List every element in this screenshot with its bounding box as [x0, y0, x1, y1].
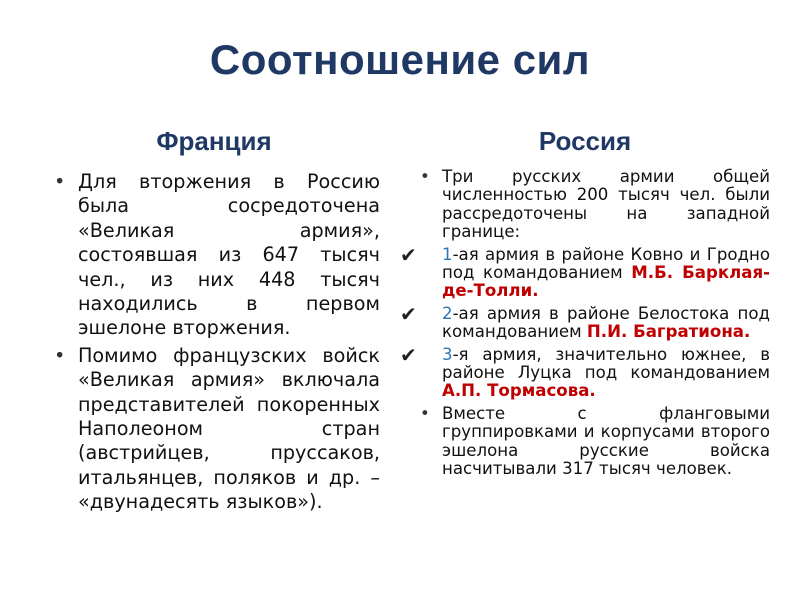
bullet-icon: • [54, 170, 66, 193]
russia-item-text: Вместе с фланговыми группировками и корпусами второго эшелона русские войска насчитывали 317 тысяч человек. [442, 403, 770, 479]
russia-list [398, 168, 770, 483]
bullet-icon: • [420, 403, 430, 423]
russia-item-text: -я армия, значительно южнее, в районе Луцка под командованием [442, 344, 770, 383]
france-list [48, 170, 380, 518]
list-item [398, 301, 770, 342]
list-item [48, 170, 380, 341]
russia-item-text: -ая армия в районе Белостока под командованием [442, 303, 770, 342]
commander-name: А.П. Тормасова. [442, 381, 596, 401]
bullet-icon: • [54, 343, 66, 367]
list-item [48, 344, 380, 515]
russia-item-text: Три русских армии общей численностью 200 тысяч чел. были рассредоточены на западной границе: [442, 167, 770, 242]
france-heading: Франция [156, 126, 272, 156]
france-item-text: Помимо французских войск «Великая армия» включала представителей покоренных Наполеоном стран (австрийцев, пруссаков, итальянцев, поляков и др. – «двунадесять языков»). [78, 343, 380, 514]
checkmark-icon: ✔ [400, 242, 417, 267]
army-number: 1 [442, 244, 453, 264]
france-item-text: Для вторжения в Россию была сосредоточена «Великая армия», состоявшая из 647 тысяч чел., из них 448 тысяч находились в первом эшелоне вторжения. [78, 170, 380, 340]
list-item [398, 168, 770, 242]
army-number: 2 [442, 303, 453, 323]
commander-name: М.Б. Барклая-де-Толли. [442, 263, 770, 301]
checkmark-icon: ✔ [400, 301, 417, 326]
army-number: 3 [442, 344, 453, 364]
list-item [398, 242, 770, 301]
list-item [398, 342, 770, 401]
list-item [398, 405, 770, 479]
commander-name: П.И. Багратиона. [586, 322, 751, 342]
checkmark-icon: ✔ [400, 342, 417, 367]
russia-heading: Россия [538, 126, 632, 156]
russia-item-text: -ая армия в районе Ковно и Гродно под командованием [442, 244, 770, 283]
slide-title: Соотношение сил [209, 36, 591, 83]
bullet-icon: • [420, 167, 430, 186]
